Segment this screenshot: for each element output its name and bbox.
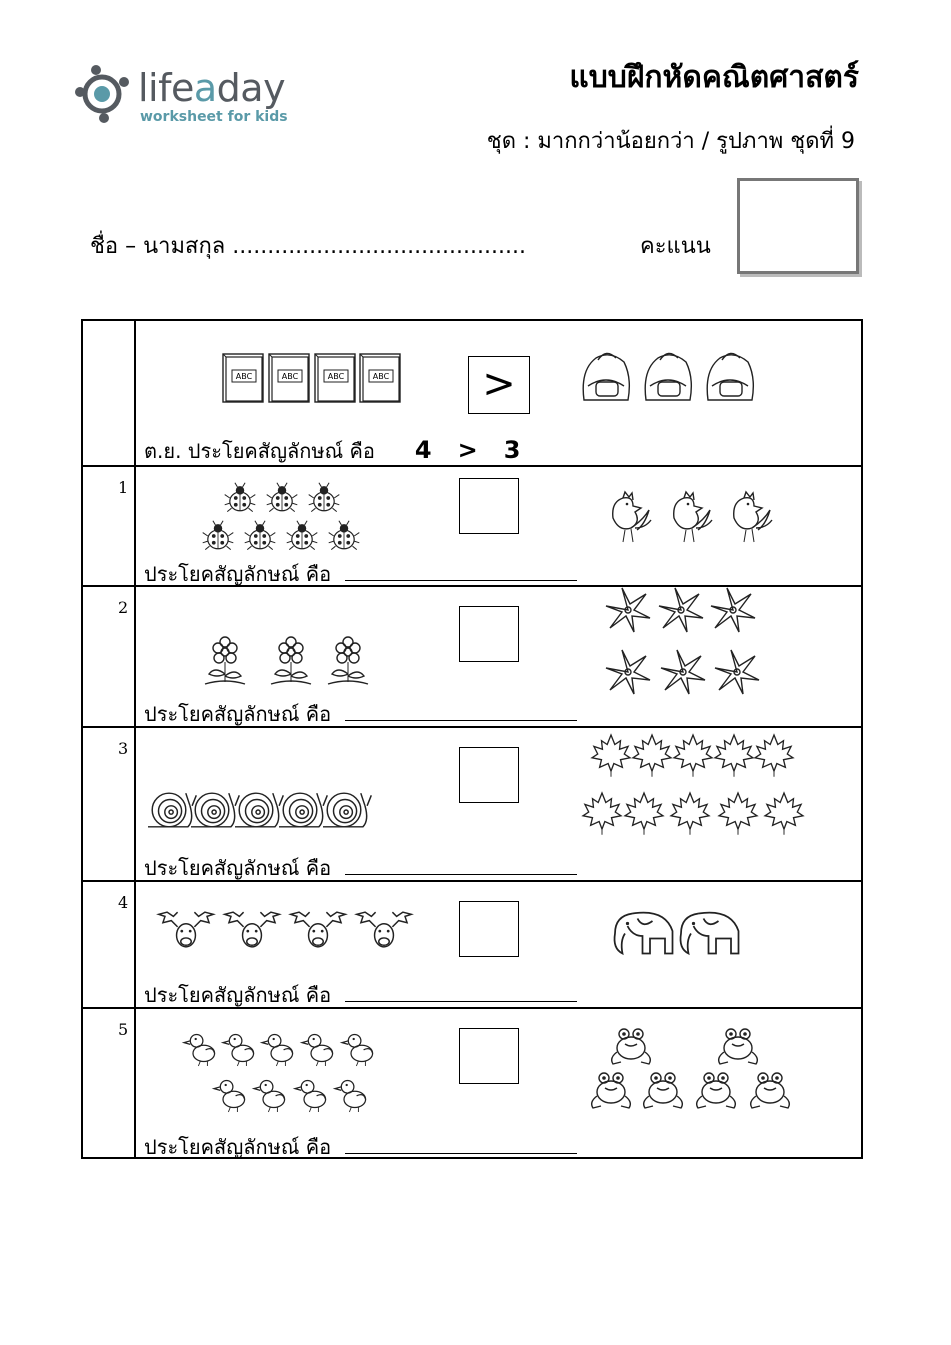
lily-icon [606,650,650,694]
svg-text:ABC: ABC [372,372,390,381]
snail-icon [323,793,371,827]
svg-text:ABC: ABC [327,372,345,381]
maple-leaf-icon [755,735,793,777]
maple-leaf-icon [583,793,621,835]
example-answer-box: > [468,356,530,414]
maple-leaf-icon [715,735,753,777]
duckling-icon [262,1035,293,1067]
elephant-icon [615,913,673,954]
backpack-icon [645,353,691,400]
row-number: 3 [118,739,129,758]
flower-icon [205,637,245,684]
duckling-icon [335,1081,366,1113]
duckling-icon [295,1081,326,1113]
moose-icon [357,912,412,947]
ladybug-icon [329,521,360,550]
lily-icon [715,650,759,694]
rooster-icon [613,492,651,542]
rooster-icon [674,492,712,542]
ladybug-icon [225,483,256,512]
duckling-icon [302,1035,333,1067]
score-label: คะแนน [640,234,711,259]
lily-icon [711,588,755,632]
moose-icon [225,912,280,947]
duckling-icon [214,1081,245,1113]
svg-text:ABC: ABC [235,372,253,381]
worksheet-subtitle: ชุด : มากกว่าน้อยกว่า / รูปภาพ ชุดที่ 9 [486,129,855,154]
maple-leaf-icon [674,735,712,777]
sentence-line-4[interactable]: ประโยคสัญลักษณ์ คือ [144,982,577,1008]
maple-leaf-icon [719,793,757,835]
ladybug-icon [203,521,234,550]
backpack-icon [707,353,753,400]
rooster-icon [734,492,772,542]
ladybug-icon [245,521,276,550]
flower-icon [271,637,311,684]
abc-book-icon [360,354,400,402]
snail-icon [148,793,196,827]
frog-icon [592,1073,631,1108]
moose-icon [159,912,214,947]
snail-icon [235,793,283,827]
lily-icon [659,588,703,632]
duckling-icon [184,1035,215,1067]
ladybug-icon [267,483,298,512]
maple-leaf-icon [671,793,709,835]
moose-icon [291,912,346,947]
frog-icon [751,1073,790,1108]
snail-icon [279,793,327,827]
row-number: 5 [118,1020,129,1039]
logo-tagline: worksheet for kids [140,109,288,125]
sentence-line-3[interactable]: ประโยคสัญลักษณ์ คือ [144,855,577,881]
abc-book-icon [223,354,263,402]
frog-icon [644,1073,683,1108]
maple-leaf-icon [592,735,630,777]
lily-icon [606,588,650,632]
abc-book-icon [315,354,355,402]
row-number: 2 [118,598,129,617]
frog-icon [719,1029,758,1064]
sentence-line-2[interactable]: ประโยคสัญลักษณ์ คือ [144,701,577,727]
duckling-icon [223,1035,254,1067]
ladybug-icon [287,521,318,550]
backpack-icon [583,353,629,400]
name-field-label: ชื่อ – นามสกุล .......................................... [90,234,526,259]
svg-text:ABC: ABC [281,372,299,381]
abc-book-icon [269,354,309,402]
frog-icon [697,1073,736,1108]
maple-leaf-icon [765,793,803,835]
ladybug-icon [309,483,340,512]
worksheet-title: แบบฝึกหัดคณิตศาสตร์ [569,60,859,95]
elephant-icon [681,913,739,954]
row-number: 4 [118,893,129,912]
flower-icon [328,637,368,684]
duckling-icon [342,1035,373,1067]
duckling-icon [254,1081,285,1113]
logo-wordmark: lifeaday [138,66,286,110]
row-number: 1 [118,478,129,497]
example-sentence: ต.ย. ประโยคสัญลักษณ์ คือ 4 > 3 [144,436,521,464]
maple-leaf-icon [625,793,663,835]
snail-icon [191,793,239,827]
lily-icon [661,650,705,694]
sentence-line-5[interactable]: ประโยคสัญลักษณ์ คือ [144,1134,577,1160]
maple-leaf-icon [633,735,671,777]
frog-icon [612,1029,651,1064]
sentence-line-1[interactable]: ประโยคสัญลักษณ์ คือ [144,561,577,587]
